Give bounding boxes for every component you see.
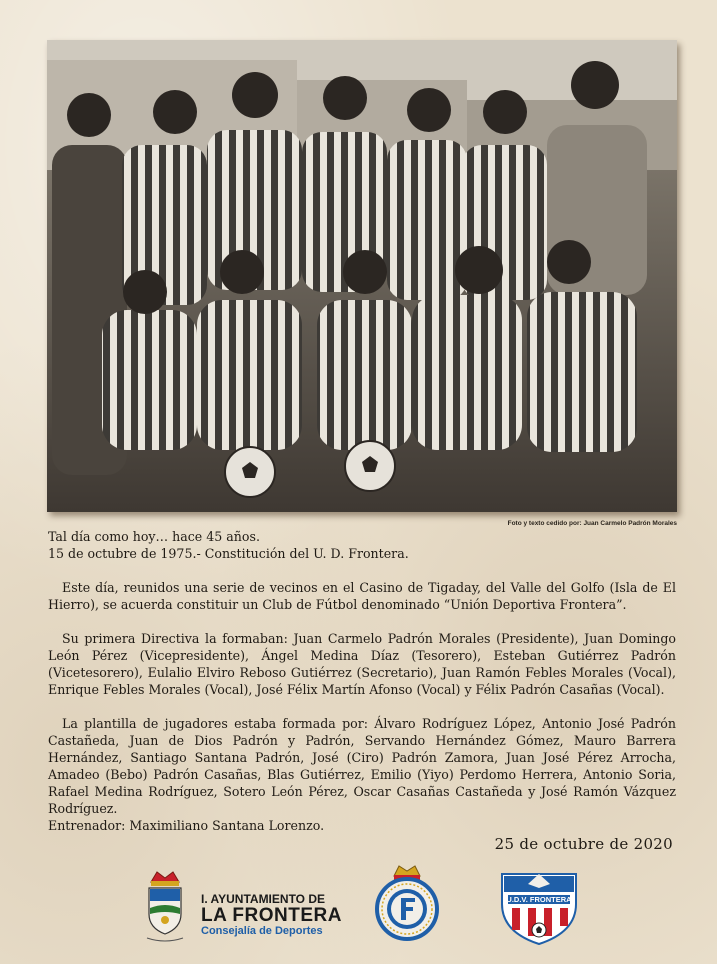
article-line-2: 15 de octubre de 1975.- Constitución del U. D. Frontera. [48,546,409,561]
article-paragraph-board: Su primera Directiva la formaban: Juan Carmelo Padrón Morales (Presidente), Juan Domingo León Pérez (Vicepresidente), Ángel Medina Díaz (Tesorero), Esteban Gutiérrez Padrón (Vicetesorero), Eulalio Elviro Reboso Gutiérrez (Secretario), Juan Ramón Febles Morales (Vocal), Enrique Febles Morales (Vocal), José Félix Martín Afonso (Vocal) y Félix Padrón Casañas (Vocal). [48,631,676,697]
ayuntamiento-coat-of-arms-icon [143,868,187,944]
team-photo-illustration [47,40,677,512]
article-date: 25 de octubre de 2020 [494,835,673,853]
article-paragraph-players: La plantilla de jugadores estaba formada por: Álvaro Rodríguez López, Antonio José Padrón Castañeda, Juan de Dios Padrón y Padrón, Servando Hernández Gómez, Mauro Barrera Hernández, Santiago Santana Padrón, José (Ciro) Padrón Zamora, Juan José Pérez Arrocha, Amadeo (Bebo) Padrón Casañas, Blas Gutiérrez, Emilio (Yiyo) Perdomo Herrera, Antonio Soria, Rafael Medina Rodríguez, Sotero León Pérez, Oscar Casañas Castañeda y José Ramón Vázquez Rodríguez. [48,716,676,816]
photo-credit: Foto y texto cedido por: Juan Carmelo Padrón Morales [507,520,677,527]
ayuntamiento-name [201,893,342,937]
ayuntamiento-line-3: Consejalía de Deportes [201,925,323,937]
article-trainer: Entrenador: Maximiliano Santana Lorenzo. [48,818,325,833]
udv-frontera-crest-icon [498,870,580,946]
article-paragraph-founding: Este día, reunidos una serie de vecinos en el Casino de Tigaday, del Valle del Golfo (Isla de El Hierro), se acuerda constituir un Club de Fútbol denominado “Unión Deportiva Frontera”. [48,580,676,612]
team-photo [47,40,677,512]
article-body [48,528,676,834]
ayuntamiento-line-2: LA FRONTERA [201,905,342,926]
ayuntamiento-line-1: I. AYUNTAMIENTO DE [201,892,326,906]
federation-crest-icon [374,862,440,944]
udv-crest-label: U.D.V. FRONTERA [506,895,572,904]
article-line-1: Tal día como hoy… hace 45 años. [48,529,260,544]
